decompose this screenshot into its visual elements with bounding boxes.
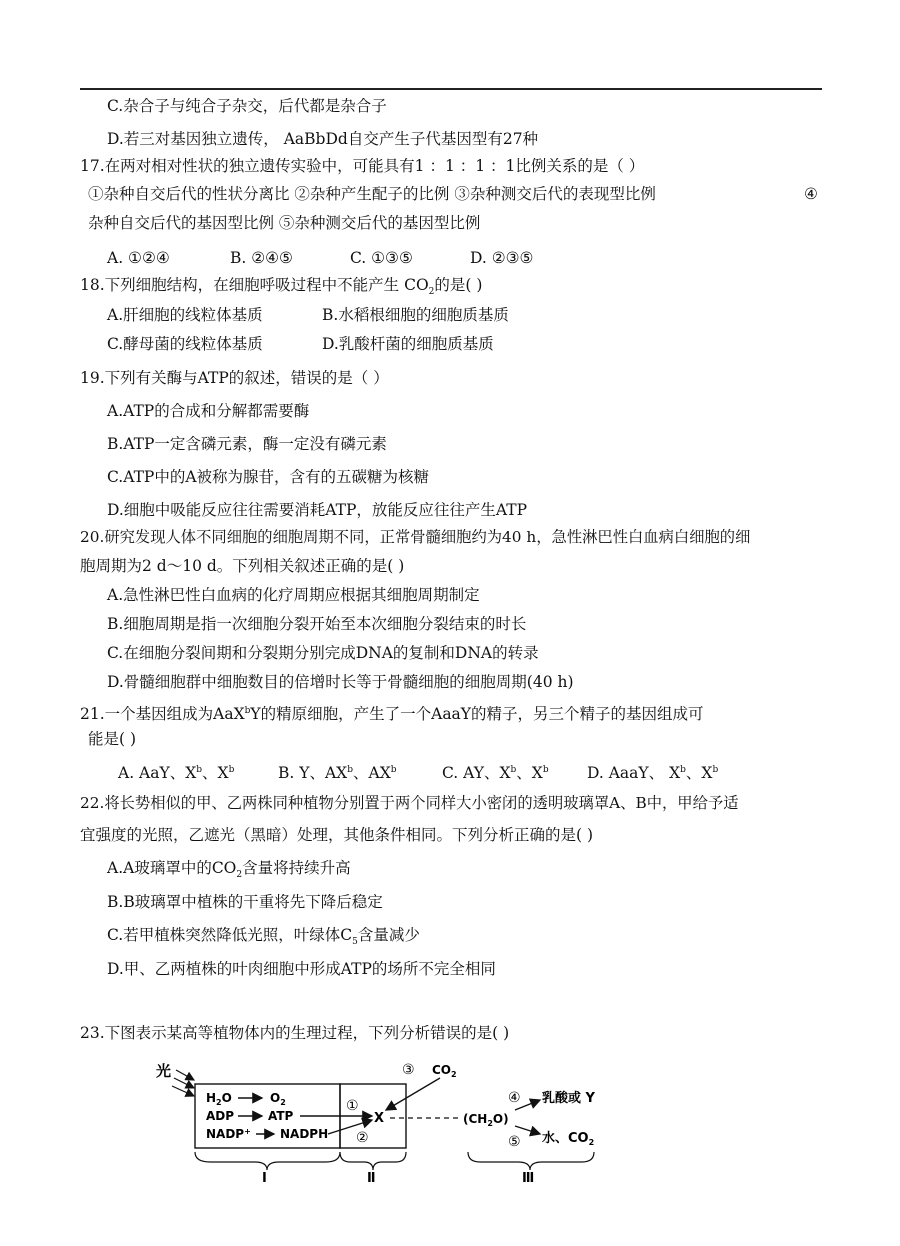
stage-3-label: Ⅲ [522, 1171, 535, 1183]
q18-option-d: D.乳酸杆菌的细胞质基质 [322, 335, 494, 353]
light-ray-3 [172, 1086, 194, 1096]
q20-option-b: B.细胞周期是指一次细胞分裂开始至本次细胞分裂结束的时长 [107, 615, 527, 633]
o2-label: $O_2$ [270, 1091, 286, 1107]
water-co2-label: 水、$CO_2$ [542, 1131, 595, 1147]
atp-label: ATP [268, 1109, 294, 1123]
q18-option-a: A.肝细胞的线粒体基质 [107, 306, 263, 324]
q22-stem-line2: 宜强度的光照，乙遮光（黑暗）处理，其他条件相同。下列分析正确的是( ) [80, 826, 594, 844]
q19-stem: 19.下列有关酶与ATP的叙述，错误的是（ ） [80, 369, 389, 387]
light-ray-1 [176, 1070, 194, 1080]
step-4-marker: ④ [508, 1090, 521, 1106]
q19-option-c: C.ATP中的A被称为腺苷，含有的五碳糖为核糖 [107, 468, 430, 486]
q16-option-c: C.杂合子与纯合子杂交，后代都是杂合子 [107, 97, 387, 115]
q21-option-b: B. Y、$AX^b$、$AX^b$ [278, 764, 397, 783]
q22-option-a: A.A玻璃罩中的$CO_2$含量将持续升高 [107, 859, 351, 881]
step-1-marker: ① [346, 1098, 359, 1114]
q22-option-b: B.B玻璃罩中植株的干重将先下降后稳定 [107, 893, 383, 911]
nadph-label: NADPH [280, 1127, 329, 1141]
q17-option-b: B. ②④⑤ [230, 249, 293, 267]
ch2o-to-water-arrow [515, 1126, 540, 1134]
co2-to-x-arrow [386, 1078, 440, 1110]
brace-stage-3 [468, 1152, 594, 1170]
ch2o-label: $(CH_2O)$ [463, 1112, 509, 1128]
q17-option-c: C. ①③⑤ [350, 249, 413, 267]
nadp-label: NADP+ [206, 1127, 251, 1141]
header-rule [80, 88, 822, 90]
photosynthesis-respiration-diagram [150, 1058, 610, 1183]
q18-stem: 18.下列细胞结构，在细胞呼吸过程中不能产生 $CO_2$的是( ) [80, 276, 483, 298]
step-3-marker: ③ [402, 1062, 415, 1078]
q23-stem: 23.下图表示某高等植物体内的生理过程，下列分析错误的是( ) [80, 1024, 510, 1042]
q21-option-a: A. AaY、$X^b$、$X^b$ [118, 764, 235, 783]
q21-option-d: D. AaaY、 $X^b$、$X^b$ [587, 764, 719, 783]
q20-stem-line2: 胞周期为2 d～10 d。下列相关叙述正确的是( ) [80, 557, 405, 575]
q22-option-d: D.甲、乙两植株的叶肉细胞中形成ATP的场所不完全相同 [107, 960, 496, 978]
adp-label: ADP [206, 1109, 235, 1123]
q17-items-line1-end: ④ [804, 185, 818, 203]
q21-stem-line1: 21.一个基因组成为AaX$^b$Y的精原细胞，产生了一个AaaY的精子，另三个精子的基因组成可 [80, 705, 704, 724]
q20-option-d: D.骨髓细胞群中细胞数目的倍增时长等于骨髓细胞的细胞周期(40 h) [107, 673, 574, 691]
brace-stage-1 [195, 1152, 340, 1170]
q17-items-line2: 杂种自交后代的基因型比例 ⑤杂种测交后代的基因型比例 [88, 214, 481, 232]
q20-option-c: C.在细胞分裂间期和分裂期分别完成DNA的复制和DNA的转录 [107, 644, 539, 662]
light-ray-2 [174, 1078, 194, 1088]
q17-stem: 17.在两对相对性状的独立遗传实验中，可能具有1 ：1 ：1 ：1比例关系的是（ ） [80, 157, 645, 175]
q18-option-c: C.酵母菌的线粒体基质 [107, 335, 263, 353]
step-5-marker: ⑤ [508, 1134, 521, 1150]
h2o-label: $H_2O$ [206, 1091, 232, 1107]
q19-option-a: A.ATP的合成和分解都需要酶 [107, 402, 310, 420]
lactic-or-y-label: 乳酸或 Y [542, 1091, 595, 1106]
stage-1-label: Ⅰ [262, 1171, 267, 1183]
q17-items-line1: ①杂种自交后代的性状分离比 ②杂种产生配子的比例 ③杂种测交后代的表现型比例 [88, 185, 656, 203]
step-2-marker: ② [356, 1130, 369, 1146]
brace-stage-2 [340, 1152, 406, 1170]
stage-2-label: Ⅱ [367, 1171, 376, 1183]
q20-stem-line1: 20.研究发现人体不同细胞的细胞周期不同，正常骨髓细胞约为40 h，急性淋巴性白血病白细胞的细 [80, 528, 751, 546]
q20-option-a: A.急性淋巴性白血病的化疗周期应根据其细胞周期制定 [107, 586, 480, 604]
light-label: 光 [156, 1062, 172, 1080]
q17-option-a: A. ①②④ [107, 249, 170, 267]
q19-option-d: D.细胞中吸能反应往往需要消耗ATP，放能反应往往产生ATP [107, 501, 528, 519]
q17-option-d: D. ②③⑤ [470, 249, 534, 267]
q21-option-c: C. AY、$X^b$、$X^b$ [442, 764, 549, 783]
x-label: X [374, 1111, 385, 1126]
q22-option-c: C.若甲植株突然降低光照，叶绿体$C_5$含量减少 [107, 926, 420, 948]
q22-stem-line1: 22.将长势相似的甲、乙两株同种植物分别置于两个同样大小密闭的透明玻璃罩A、B中，甲给予适 [80, 794, 739, 812]
q16-option-d: D.若三对基因独立遗传， AaBbDd自交产生子代基因型有27种 [107, 130, 539, 148]
q18-option-b: B.水稻根细胞的细胞质基质 [322, 306, 509, 324]
co2-input-label: $CO_2$ [432, 1063, 457, 1079]
q21-stem-line2: 能是( ) [88, 730, 137, 748]
q19-option-b: B.ATP一定含磷元素，酶一定没有磷元素 [107, 435, 387, 453]
